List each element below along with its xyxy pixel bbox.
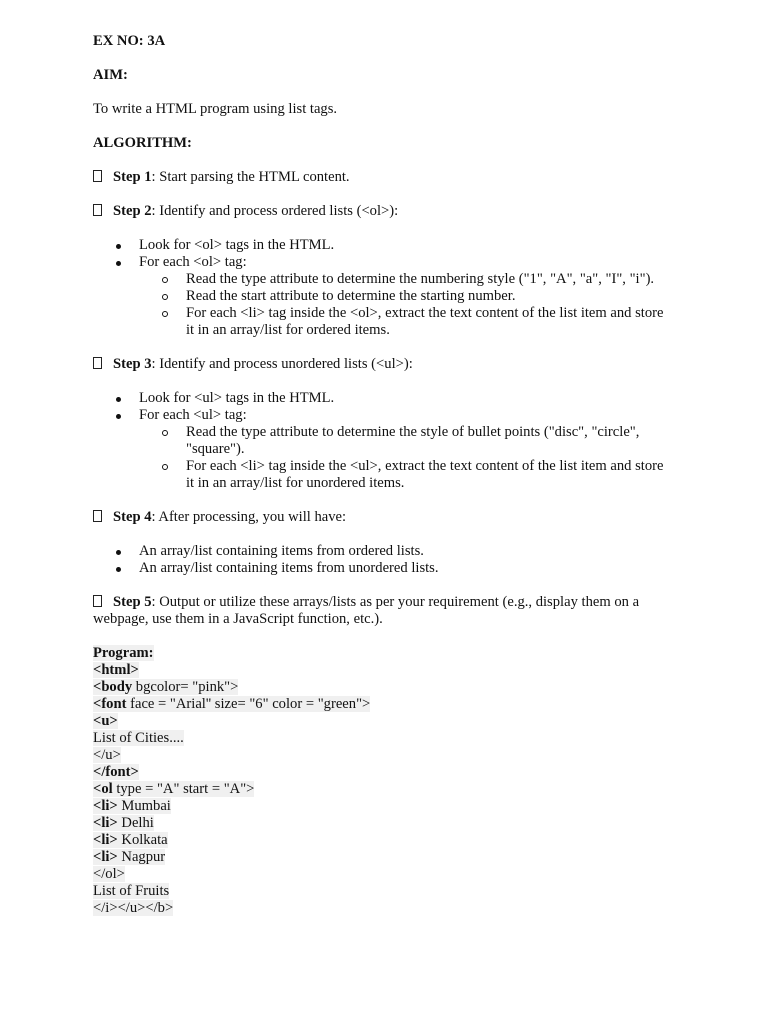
list-item: For each <li> tag inside the <ol>, extract the text content of the list item and store it in an array/list for ordered items. <box>139 305 666 339</box>
step-1 <box>93 169 693 186</box>
step-4 <box>93 509 693 526</box>
step-3 <box>93 356 693 373</box>
code-line: </i></u></b> <box>93 900 174 916</box>
code-line: <font face = "Arial'' size= "6" color = "green"> <box>93 696 371 712</box>
list-item: Look for <ul> tags in the HTML. <box>93 390 693 407</box>
step-3-sub-list <box>139 424 693 492</box>
exercise-number: EX NO: 3A <box>93 33 166 49</box>
circle-bullet-icon <box>162 464 168 470</box>
step-text: : Output or utilize these arrays/lists as per your requirement (e.g., display them on a webpage, use them in a JavaScript function, etc.). <box>93 594 640 627</box>
program-listing <box>93 645 693 917</box>
circle-bullet-icon <box>162 430 168 436</box>
step-label: Step 4 <box>113 509 152 525</box>
aim-heading: AIM: <box>93 67 128 83</box>
document-page <box>93 33 693 917</box>
code-line: <ol type = "A" start = "A"> <box>93 781 255 797</box>
algorithm-heading: ALGORITHM: <box>93 135 192 151</box>
step-text: : Identify and process ordered lists (<ol>): <box>151 203 399 219</box>
checkbox-glyph-icon <box>93 510 102 522</box>
aim-text: To write a HTML program using list tags. <box>93 101 338 117</box>
circle-bullet-icon <box>162 277 168 283</box>
list-item: Read the type attribute to determine the style of bullet points ("disc", "circle", "square"). <box>139 424 666 458</box>
bullet-icon <box>116 567 121 572</box>
code-line: </font> <box>93 764 139 780</box>
code-line: <html> <box>93 662 139 678</box>
code-line: <li> Kolkata <box>93 832 168 848</box>
code-line: List of Fruits <box>93 883 170 899</box>
step-label: Step 3 <box>113 356 152 372</box>
list-item: Look for <ol> tags in the HTML. <box>93 237 693 254</box>
list-item: Read the type attribute to determine the numbering style ("1", "A", "a", "I", "i"). <box>139 271 666 288</box>
bullet-icon <box>116 397 121 402</box>
list-item: Read the start attribute to determine the starting number. <box>139 288 666 305</box>
step-text: : Identify and process unordered lists (<ul>): <box>151 356 413 372</box>
checkbox-glyph-icon <box>93 595 102 607</box>
step-text: : After processing, you will have: <box>151 509 347 525</box>
checkbox-glyph-icon <box>93 204 102 216</box>
list-item: For each <ol> tag: Read the type attribute to determine the numbering style ("1", "A", "a", "I", "i"). Read the start attribute to determine the starting number. For each <li> tag inside the <ol>, extract the text content of the list item and store it in an array/list for ordered items. <box>93 254 693 339</box>
step-label: Step 1 <box>113 169 152 185</box>
circle-bullet-icon <box>162 294 168 300</box>
code-line: </u> <box>93 747 121 763</box>
code-line: <li> Delhi <box>93 815 154 831</box>
code-line: <li> Mumbai <box>93 798 171 814</box>
step-5 <box>93 594 683 628</box>
code-line: <body bgcolor= "pink"> <box>93 679 239 695</box>
step-2-bullet-list <box>93 237 693 339</box>
code-line: <u> <box>93 713 118 729</box>
step-text: : Start parsing the HTML content. <box>151 169 350 185</box>
step-label: Step 2 <box>113 203 152 219</box>
list-item: For each <li> tag inside the <ul>, extract the text content of the list item and store it in an array/list for unordered items. <box>139 458 666 492</box>
code-line: </ol> <box>93 866 125 882</box>
program-heading: Program: <box>93 645 154 661</box>
checkbox-glyph-icon <box>93 170 102 182</box>
list-item: For each <ul> tag: Read the type attribute to determine the style of bullet points ("disc", "circle", "square"). For each <li> tag inside the <ul>, extract the text content of the list item and store it in an array/list for unordered items. <box>93 407 693 492</box>
bullet-icon <box>116 550 121 555</box>
bullet-icon <box>116 244 121 249</box>
step-3-bullet-list <box>93 390 693 492</box>
list-item: An array/list containing items from ordered lists. <box>93 543 693 560</box>
code-line: <li> Nagpur <box>93 849 166 865</box>
step-label: Step 5 <box>113 594 152 610</box>
list-item: An array/list containing items from unordered lists. <box>93 560 693 577</box>
step-2-sub-list <box>139 271 693 339</box>
code-line: List of Cities.... <box>93 730 184 746</box>
bullet-icon <box>116 414 121 419</box>
checkbox-glyph-icon <box>93 357 102 369</box>
step-4-bullet-list <box>93 543 693 577</box>
step-2 <box>93 203 693 220</box>
circle-bullet-icon <box>162 311 168 317</box>
bullet-icon <box>116 261 121 266</box>
